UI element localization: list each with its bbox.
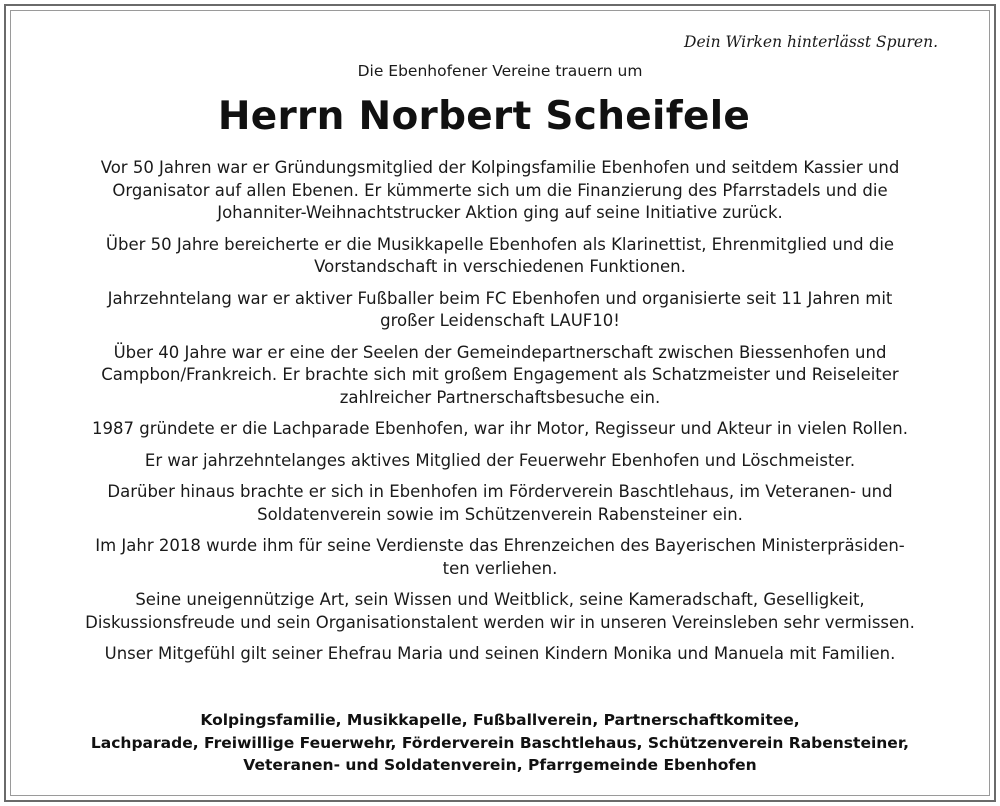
paragraph-lachparade xyxy=(40,418,960,441)
text-line: Organisator auf allen Ebenen. Er kümmerte sich um die Finanzierung des Pfarrstadels und die xyxy=(112,180,888,200)
paragraph-feuerwehr xyxy=(40,450,960,473)
text-line: Unser Mitgefühl gilt seiner Ehefrau Maria und seinen Kindern Monika und Manuela mit Familien. xyxy=(104,644,896,663)
paragraph-kolping xyxy=(40,157,960,225)
text-line: Johanniter-Weihnachtstrucker Aktion ging auf seine Initiative zurück. xyxy=(217,203,783,222)
text-line: Vorstandschaft in verschiedenen Funktionen. xyxy=(314,257,686,276)
text-line: 1987 gründete er die Lachparade Ebenhofen, war ihr Motor, Regisseur und Akteur in vielen Rollen. xyxy=(92,419,908,438)
obituary-body xyxy=(40,157,960,675)
text-line: ten verliehen. xyxy=(442,558,558,578)
text-line: Diskussionsfreude und sein Organisationstalent werden wir in unseren Vereinsleben sehr vermissen. xyxy=(85,612,915,632)
paragraph-fussball xyxy=(40,288,960,333)
signers-block xyxy=(0,709,1000,777)
text-line: Über 40 Jahre war er eine der Seelen der Gemeindepartnerschaft zwischen Biessenhofen und xyxy=(113,342,887,362)
signers-line: Veteranen- und Soldatenverein, Pfarrgemeinde Ebenhofen xyxy=(243,756,757,774)
signers-line: Lachparade, Freiwillige Feuerwehr, Förderverein Baschtlehaus, Schützenverein Rabensteiner, xyxy=(90,733,910,752)
text-line: Über 50 Jahre bereicherte er die Musikkapelle Ebenhofen als Klarinettist, Ehrenmitglied und die xyxy=(105,234,895,254)
text-line: Soldatenverein sowie im Schützenverein Rabensteiner ein. xyxy=(257,504,743,524)
paragraph-musikkapelle xyxy=(40,234,960,279)
paragraph-vermissen xyxy=(40,589,960,634)
text-line: Campbon/Frankreich. Er brachte sich mit großem Engagement als Schatzmeister und Reiseleiter xyxy=(101,365,899,384)
deceased-name: Herrn Norbert Scheifele xyxy=(217,94,751,139)
text-line: Er war jahrzehntelanges aktives Mitglied der Feuerwehr Ebenhofen und Löschmeister. xyxy=(144,450,856,470)
intro-line: Die Ebenhofener Vereine trauern um xyxy=(357,62,643,80)
text-line: zahlreicher Partnerschaftsbesuche ein. xyxy=(339,387,661,407)
motto: Dein Wirken hinterlässt Spuren. xyxy=(684,33,938,51)
text-line: Seine uneigennützige Art, sein Wissen und Weitblick, seine Kameradschaft, Geselligkeit, xyxy=(135,590,865,609)
text-line: großer Leidenschaft LAUF10! xyxy=(380,311,620,330)
paragraph-partnerschaft xyxy=(40,342,960,410)
paragraph-mitgefuehl xyxy=(40,643,960,666)
signers-line: Kolpingsfamilie, Musikkapelle, Fußballverein, Partnerschaftkomitee, xyxy=(200,711,800,729)
text-line: Jahrzehntelang war er aktiver Fußballer beim FC Ebenhofen und organisierte seit 11 Jahren mit xyxy=(107,288,893,308)
text-line: Darüber hinaus brachte er sich in Ebenhofen im Förderverein Baschtlehaus, im Veteranen- und xyxy=(107,482,893,501)
text-line: Im Jahr 2018 wurde ihm für seine Verdienste das Ehrenzeichen des Bayerischen Ministerpräsiden- xyxy=(95,536,905,555)
text-line: Vor 50 Jahren war er Gründungsmitglied der Kolpingsfamilie Ebenhofen und seitdem Kassier und xyxy=(100,158,900,177)
paragraph-ehrenzeichen xyxy=(40,535,960,580)
paragraph-foerderverein xyxy=(40,481,960,526)
